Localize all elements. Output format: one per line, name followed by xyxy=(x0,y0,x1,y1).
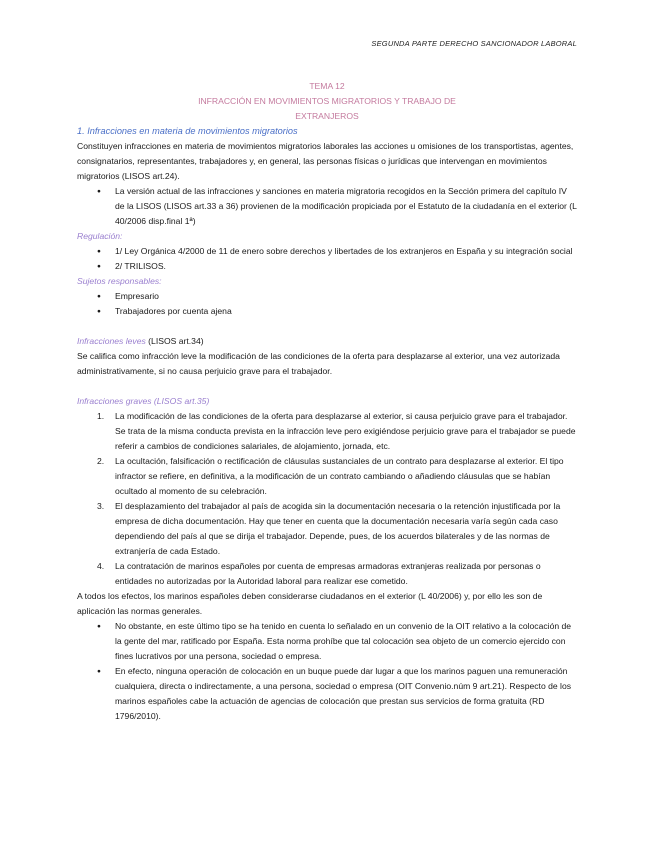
list-item xyxy=(77,409,577,454)
section-intro: Constituyen infracciones en materia de movimientos migratorios laborales las acciones u omisiones de los transportistas, agentes, consignatarios, representantes, trabajadores y, en general, las personas físicas o jurídicas que intervengan en movimientos migratorios (LISOS art.24). xyxy=(77,141,574,181)
list-item: ● No obstante, en este último tipo se ha tenido en cuenta lo señalado en un convenio de la OIT relativo a la colocación de la gente del mar, ratificado por España. Esta norma prohíbe que tal colocación sea objeto de un comercio ejercido con fines lucrativos por una persona, sociedad o empresa. xyxy=(77,619,577,664)
list-item: ● En efecto, ninguna operación de colocación en un buque puede dar lugar a que los marinos paguen una remuneración cualquiera, directa o indirectamente, a una persona, sociedad o empresa (OIT Convenio.núm 9 art.21). Respecto de los marinos españoles cabe la actuación de agencias de colocación que prestan sus servicios de forma gratuita (RD 1796/2010). xyxy=(77,664,577,724)
list-item: ● La versión actual de las infracciones y sanciones en materia migratoria recogidos en la Sección primera del capítulo IV de la LISOS (LISOS art.33 a 36) provienen de la modificación propiciada por el Estatuto de la ciudadanía en el exterior (L 40/2006 disp.final 1ª) xyxy=(77,184,577,229)
chapter-title xyxy=(77,79,577,124)
item-text: El desplazamiento del trabajador al país de acogida sin la documentación necesaria o la retención injustificada por la empresa de dicha documentación. Hay que tener en cuenta que la documentación necesaria varía según cada caso dependiendo del país al que se dirija el trabajador. Depende, pues, de los acuerdos bilaterales y de las normas de extranjería de cada Estado. xyxy=(115,501,561,556)
regulacion-heading: Regulación: xyxy=(77,231,123,241)
leves-heading-line xyxy=(77,334,577,349)
list-item: ● Empresario xyxy=(77,289,577,304)
sujetos-heading: Sujetos responsables: xyxy=(77,276,162,286)
item-text: La modificación de las condiciones de la oferta para desplazarse al exterior, si causa perjuicio grave para el trabajador. Se trata de la misma conducta prevista en la infracción leve pero exigiéndose perjuicio grave para el trabajador se puede referir a cambios de condiciones salariales, de alojamiento, jornada, etc. xyxy=(115,411,576,451)
leves-heading: Infracciones leves xyxy=(77,336,146,346)
graves-after-text: A todos los efectos, los marinos españoles deben considerarse ciudadanos en el exterior (L 40/2006) y, por ello les son de aplicación las normas generales. xyxy=(77,591,543,616)
document-body xyxy=(77,79,577,724)
list-item xyxy=(77,499,577,559)
sujetos-list xyxy=(77,289,577,319)
list-item: ● Trabajadores por cuenta ajena xyxy=(77,304,577,319)
leves-text: Se califica como infracción leve la modificación de las condiciones de la oferta para desplazarse al exterior, una vez autorizada administrativamente, si no causa perjuicio grave para el trabajador. xyxy=(77,351,560,376)
list-item: ● 2/ TRILISOS. xyxy=(77,259,577,274)
graves-bullets xyxy=(77,619,577,724)
section-heading: 1. Infracciones en materia de movimientos migratorios xyxy=(77,126,298,136)
title-line-2: INFRACCIÓN EN MOVIMIENTOS MIGRATORIOS Y TRABAJO DE xyxy=(198,96,456,106)
spacer xyxy=(77,379,577,394)
graves-heading: Infracciones graves (LISOS art.35) xyxy=(77,396,210,406)
item-text: La contratación de marinos españoles por cuenta de empresas armadoras extranjeras realizada por personas o entidades no autorizadas por la Autoridad laboral para realizar ese cometido. xyxy=(115,561,541,586)
spacer xyxy=(77,319,577,334)
title-line-3: EXTRANJEROS xyxy=(295,111,359,121)
regulacion-list xyxy=(77,244,577,274)
item-number: 1. xyxy=(97,411,105,421)
list-item: ● 1/ Ley Orgánica 4/2000 de 11 de enero sobre derechos y libertades de los extranjeros en España y su integración social xyxy=(77,244,577,259)
graves-list xyxy=(77,409,577,589)
list-item xyxy=(77,454,577,499)
item-number: 2. xyxy=(97,456,105,466)
running-header: SEGUNDA PARTE DERECHO SANCIONADOR LABORAL xyxy=(371,39,577,48)
item-number: 4. xyxy=(97,561,105,571)
section-bullets xyxy=(77,184,577,229)
item-text: La ocultación, falsificación o rectificación de cláusulas sustanciales de un contrato para desplazarse al exterior. El tipo infractor se refiere, en definitiva, a la modificación de un contrato cambiando o añadiendo cláusulas que se habían ocultado al momento de su celebración. xyxy=(115,456,564,496)
leves-reference: (LISOS art.34) xyxy=(145,336,204,346)
list-item xyxy=(77,559,577,589)
item-number: 3. xyxy=(97,501,105,511)
title-line-1: TEMA 12 xyxy=(309,81,345,91)
